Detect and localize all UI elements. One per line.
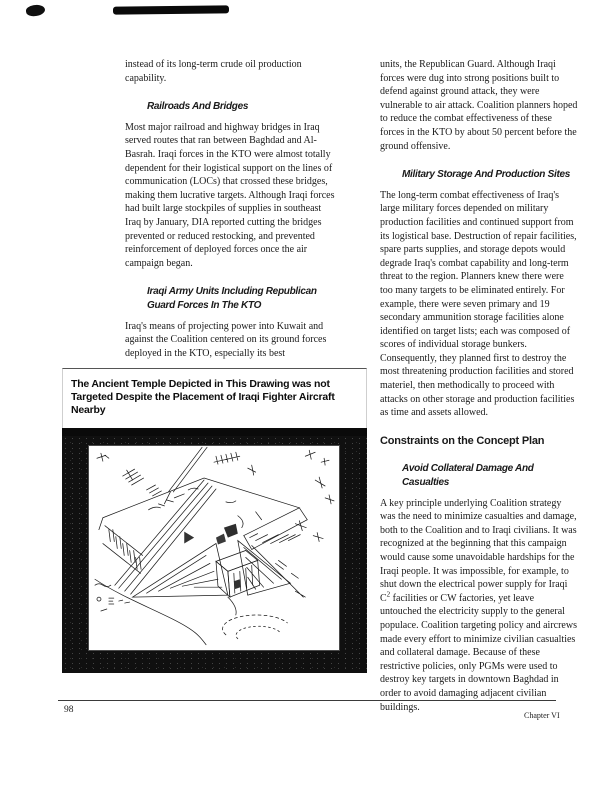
heading-railroads-and-bridges: Railroads And Bridges (147, 101, 249, 113)
figure-divider-bar (62, 428, 367, 436)
heading-avoid-collateral-damage: Avoid Collateral Damage And Casualties (402, 463, 534, 489)
paragraph-military-storage: The long-term combat effectiveness of Iraq's large military forces depended on military production facilities and continued support from its logistical base. Destruction of repair facilities, spare parts supplies, and storage depots would degrade Iraq's combat capability and long-term threat to the region. Planners knew there were too many targets to be eliminated entirely. For example, there were seven primary and 19 secondary ammunition storage facilities alone identified on target lists; each was composed of scores of individual storage bunkers. Consequently, they planned first to destroy the most threatening production facilities and stored materiel, then methodically to proceed with attacks on other storage and production facilities as time and assets allowed. (380, 189, 577, 419)
superscript-2: 2 (386, 590, 391, 599)
scan-artifact-blob (25, 4, 45, 18)
left-column (125, 58, 337, 375)
footer-rule (58, 700, 556, 701)
collateral-text-post: facilities or CW factories, yet leave untouched the electricity supply to the general populace. Coalition targeting policy and aircrews made every effort to minimize civilian casualties and collateral damage. Because of these restrictive policies, only PGMs were used to destroy key targets in downtown Baghdad in order to avoid damaging adjacent civilian buildings. (380, 592, 577, 713)
paragraph-oil-production: instead of its long-term crude oil production capability. (125, 59, 302, 84)
figure-panel (88, 445, 340, 651)
paragraph-iraqi-army: Iraq's means of projecting power into Kuwait and against the Coalition centered on its ground forces deployed in the KTO, especially its best (125, 320, 327, 359)
paragraph-railroads: Most major railroad and highway bridges in Iraq served routes that ran between Baghdad and Al-Basrah. Iraqi forces in the KTO were almost totally dependent for their logistical support on the lines of communication (LOCs) that crossed these bridges, making them lucrative targets. Although Iraqi forces had built large stockpiles of supplies in southeast Iraq by January, DIA reported cutting the bridges prevented or reduced restocking, and prevented reinforcement of deployed forces once the air campaign began. (125, 121, 335, 269)
temple-drawing (89, 446, 339, 650)
chapter-label: Chapter VI (524, 711, 560, 720)
paragraph-collateral-damage (380, 497, 578, 715)
heading-constraints-concept-plan: Constraints on the Concept Plan (380, 434, 545, 447)
collateral-text-pre: A key principle underlying Coalition strategy was the need to minimize casualties and damage, both to the Coalition and to Iraqi civilians. It was recognized at the beginning that this campaign would cause some unavoidable hardships for the Iraqi people. It was impossible, for example, to shut down the electrical power supply for Iraqi C (380, 497, 577, 604)
temple-figure (62, 368, 367, 673)
scan-artifact-bar (113, 5, 229, 14)
heading-military-storage: Military Storage And Production Sites (402, 169, 570, 181)
figure-caption: The Ancient Temple Depicted in This Drawing was not Targeted Despite the Placement of Iraqi Fighter Aircraft Nearby (62, 368, 367, 428)
paragraph-republican-guard: units, the Republican Guard. Although Iraqi forces were dug into strong positions built to defend against ground attack, they were vulnerable to air attack. Coalition planners hoped to reduce the combat effectiveness of these forces in the KTO by about 50 percent before the ground offensive. (380, 59, 578, 152)
right-column (380, 58, 578, 729)
page-number: 98 (64, 705, 74, 715)
heading-iraqi-army-units: Iraqi Army Units Including Republican Guard Forces In The KTO (147, 286, 317, 311)
figure-frame (62, 436, 367, 673)
